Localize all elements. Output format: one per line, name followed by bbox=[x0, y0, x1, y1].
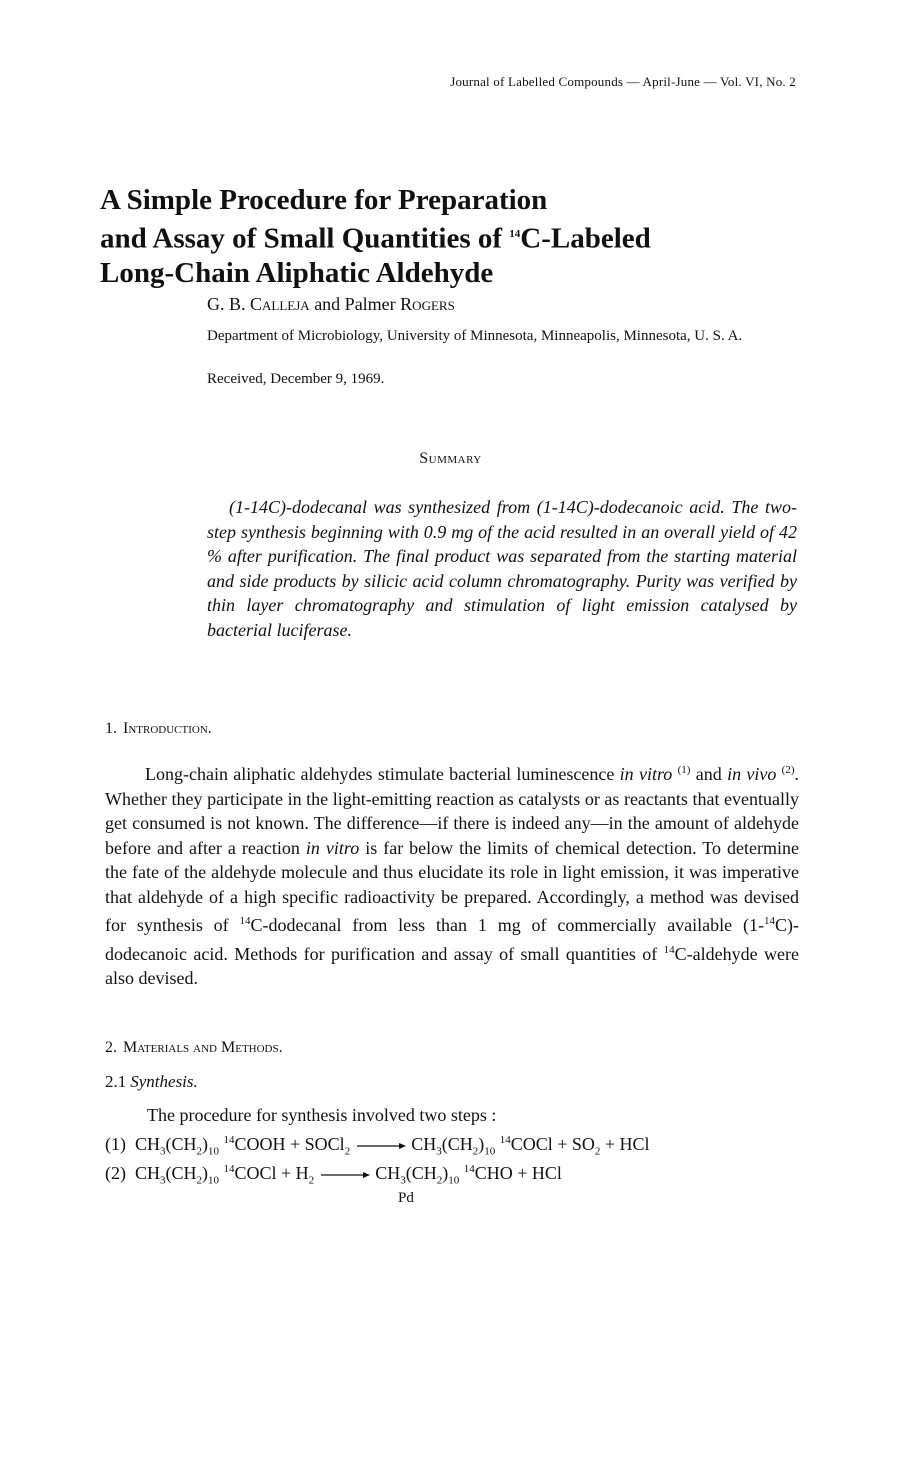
catalyst-label: Pd bbox=[398, 1190, 414, 1206]
title-line-2: and Assay of Small Quantities of $^{14}$C-Labeled bbox=[100, 222, 651, 255]
reaction-arrow-icon bbox=[355, 1141, 407, 1151]
author-1-surname: Calleja bbox=[250, 294, 310, 314]
steps-intro: The procedure for synthesis involved two steps : bbox=[147, 1105, 497, 1125]
subsection-2-1-heading: 2.1 Synthesis. bbox=[105, 1072, 198, 1091]
authors: G. B. Calleja and Palmer Rogers bbox=[207, 294, 455, 314]
section-1-heading: 1. Introduction. bbox=[105, 720, 212, 737]
title-line-3: Long-Chain Aliphatic Aldehyde bbox=[100, 256, 494, 289]
summary-heading: Summary bbox=[419, 450, 482, 467]
affiliation: Department of Microbiology, University of Minnesota, Minneapolis, Minnesota, U. S. A. bbox=[207, 328, 743, 344]
running-head: Journal of Labelled Compounds — April-June — Vol. VI, No. 2 bbox=[450, 74, 796, 89]
author-2-surname: Rogers bbox=[400, 294, 455, 314]
reaction-arrow-icon bbox=[319, 1170, 371, 1180]
equation-1: (1) $CH_3(CH_2)_{10}$ $^{14}$COOH + SOCl$_2$ $CH_3(CH_2)_{10}$ $^{14}$COCl + $SO_2$ + HCl bbox=[105, 1134, 650, 1158]
article-title bbox=[100, 183, 800, 290]
section-2-heading: 2. Materials and Methods. bbox=[105, 1039, 283, 1056]
introduction-paragraph: Long-chain aliphatic aldehydes stimulate bacterial luminescence in vitro $^{(1)}$ and in vivo $^{(2)}$. Whether they participate in the light-emitting reaction as catalysts or as reactants that eventually get consumed is not known. The difference—if there is indeed any—in the amount of aldehyde before and after a reaction in vitro is far below the limits of chemical detection. To determine the fate of the aldehyde molecule and thus elucidate its role in light emission, it was imperative that aldehyde of a high specific radioactivity be prepared. Accordingly, a method was devised for synthesis of $^{14}$C-dodecanal from less than 1 mg of commercially available (1-$^{14}$C)-dodecanoic acid. Methods for purification and assay of small quantities of $^{14}$C-aldehyde were also devised. bbox=[105, 764, 799, 988]
received-date: Received, December 9, 1969. bbox=[207, 371, 385, 387]
title-line-1: A Simple Procedure for Preparation bbox=[100, 184, 548, 216]
summary-text: (1-14C)-dodecanal was synthesized from (1-14C)-dodecanoic acid. The two-step synthesis beginning with 0.9 mg of the acid resulted in an overall yield of 42 % after purification. The final product was separated from the starting material and side products by silicic acid column chromatography. Purity was verified by thin layer chromatography and stimulation of light emission catalysed by bacterial luciferase. bbox=[207, 497, 797, 640]
equation-2: (2) $CH_3(CH_2)_{10}$ $^{14}$COCl + $H_2$ $CH_3(CH_2)_{10}$ $^{14}$CHO + HCl bbox=[105, 1163, 562, 1187]
